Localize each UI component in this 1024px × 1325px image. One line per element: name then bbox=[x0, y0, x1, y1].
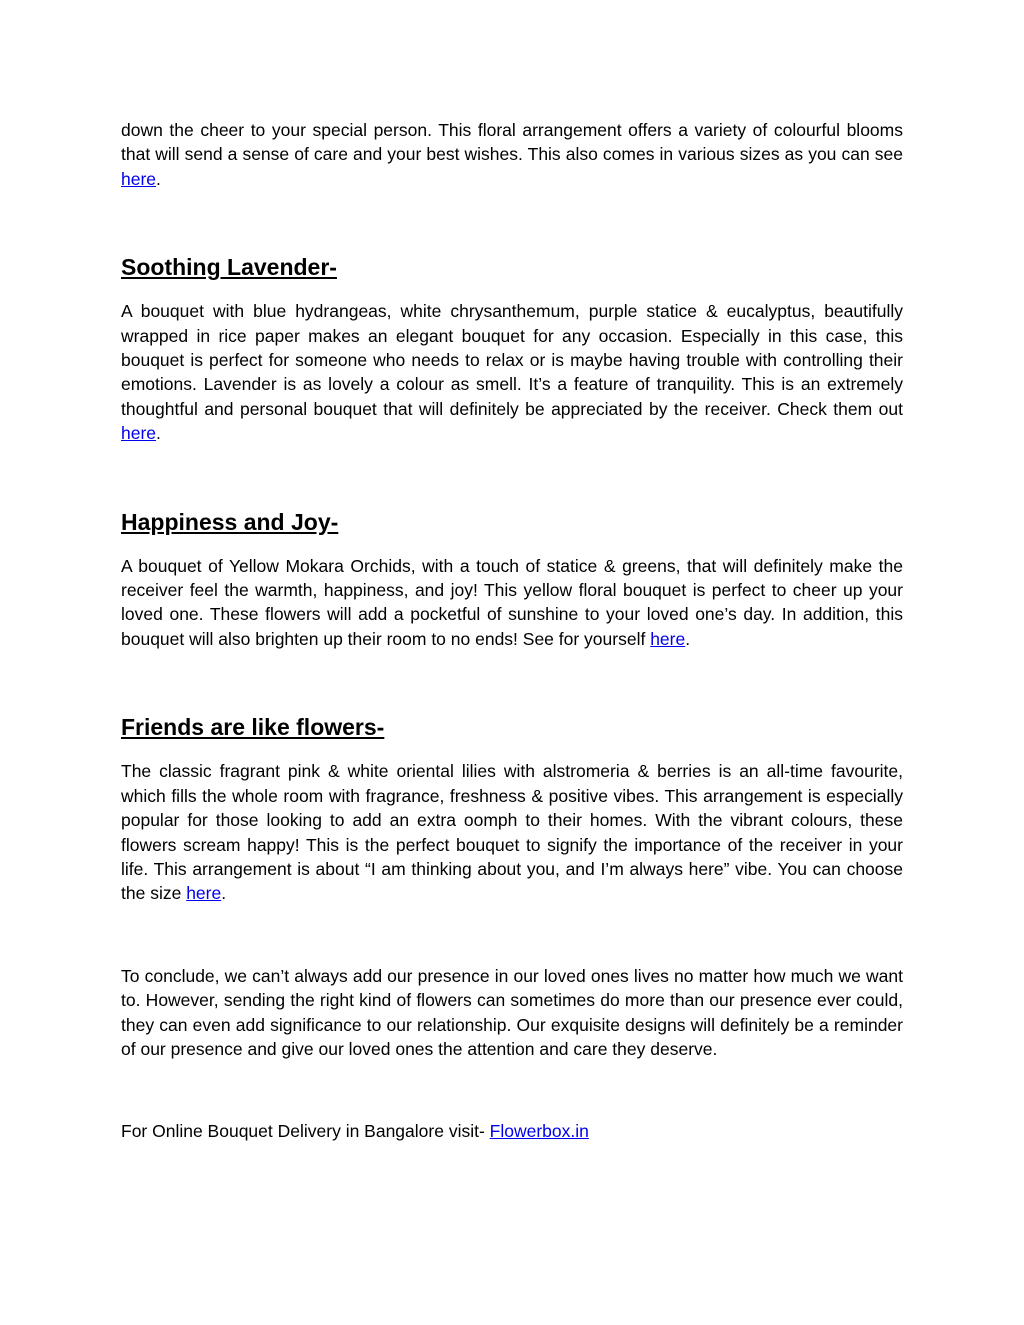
conclusion-paragraph: To conclude, we can’t always add our presence in our loved ones lives no matter how much we want to. However, sending the right kind of flowers can sometimes do more than our presence ever could, they can even add significance to our relationship. Our exquisite designs will definitely be a reminder of our presence and give our loved ones the attention and care they deserve. bbox=[121, 965, 903, 1059]
heading-happiness-and-joy: Happiness and Joy- bbox=[121, 508, 339, 535]
lavender-here-link[interactable]: here bbox=[121, 423, 157, 444]
intro-paragraph: down the cheer to your special person. This floral arrangement offers a variety of colourful blooms that will send a sense of care and your best wishes. This also comes in various sizes as you can see here. bbox=[121, 120, 903, 189]
friends-here-link[interactable]: here bbox=[186, 883, 222, 904]
paragraph-soothing-lavender: A bouquet with blue hydrangeas, white chrysanthemum, purple statice & eucalyptus, beautifully wrapped in rice paper makes an elegant bouquet for any occasion. Especially in this case, this bouquet is perfect for someone who needs to relax or is maybe having trouble with controlling their emotions. Lavender is as lovely a colour as smell. It’s a feature of tranquility. This is an extremely thoughtful and personal bouquet that will definitely be appreciated by the receiver. Check them out here. bbox=[121, 301, 903, 444]
happiness-here-link[interactable]: here bbox=[650, 628, 686, 649]
document-page bbox=[121, 118, 903, 1144]
heading-friends-are-like-flowers: Friends are like flowers- bbox=[121, 714, 385, 741]
paragraph-friends-are-like-flowers: The classic fragrant pink & white oriental lilies with alstromeria & berries is an all-time favourite, which fills the whole room with fragrance, freshness & positive vibes. This arrangement is especially popular for those looking to add an extra oomph to their homes. With the vibrant colours, these flowers scream happy! This is the perfect bouquet to signify the importance of the receiver in your life. This arrangement is about “I am thinking about you, and I’m always here” vibe. You can choose the size here. bbox=[121, 761, 903, 904]
intro-here-link[interactable]: here bbox=[121, 168, 157, 189]
flowerbox-link[interactable]: Flowerbox.in bbox=[489, 1121, 589, 1142]
footer-line: For Online Bouquet Delivery in Bangalore visit- Flowerbox.in bbox=[121, 1121, 589, 1142]
heading-soothing-lavender: Soothing Lavender- bbox=[121, 254, 337, 281]
paragraph-happiness-and-joy: A bouquet of Yellow Mokara Orchids, with a touch of statice & greens, that will definitely make the receiver feel the warmth, happiness, and joy! This yellow floral bouquet is perfect to cheer up your loved one. These flowers will add a pocketful of sunshine to your loved one’s day. In addition, this bouquet will also brighten up their room to no ends! See for yourself here. bbox=[121, 555, 903, 649]
